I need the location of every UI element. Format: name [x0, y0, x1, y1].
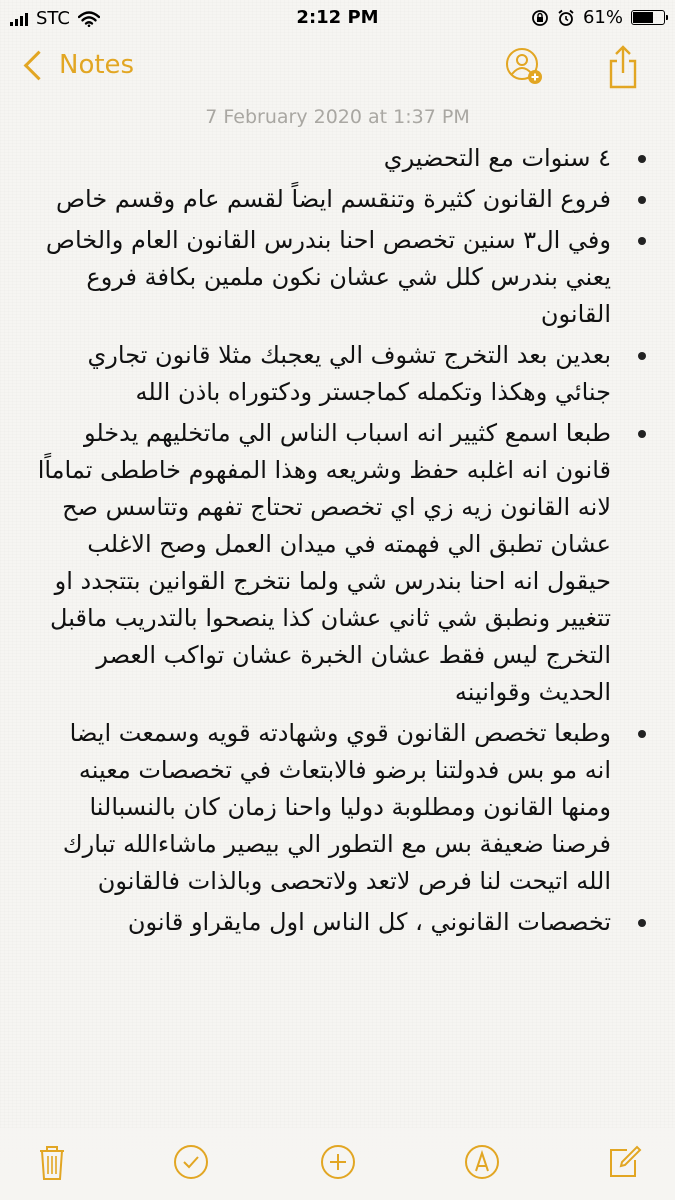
list-item: بعدين بعد التخرج تشوف الي يعجبك مثلا قانون تجاري جنائي وهكذا وتكمله كماجستر ودكتوراه باذن الله — [36, 337, 611, 411]
list-item: ٤ سنوات مع التحضيري — [36, 140, 611, 177]
status-bar — [0, 0, 675, 36]
clock: 2:12 PM — [296, 7, 379, 28]
battery-fill — [633, 12, 653, 23]
list-item: طبعا اسمع كثيير انه اسباب الناس الي ماتخليهم يدخلو قانون انه اغلبه حفظ وشريعه وهذا المفهوم خاططى تماماًا لانه القانون زيه زي اي تخصص تحتاج تفهم وتتاسس صح عشان تطبق الي فهمته في ميدان العمل وصح الاغلب حيقول انه احنا بندرس شي ولما نتخرج القوانين بتتجدد او تتغيير ونطبق شي ثاني عشان كذا ينصحوا بالتدريب ماقبل التخرج ليس فقط عشان الخبرة عشان تواكب العصر الحديث وقوانينه — [36, 415, 611, 711]
battery-icon — [631, 10, 665, 25]
carrier-label: STC — [36, 8, 70, 29]
note-date: 7 February 2020 at 1:37 PM — [205, 106, 470, 128]
compose-icon[interactable] — [605, 1142, 645, 1182]
rotation-lock-icon — [531, 9, 549, 27]
battery-percent: 61% — [582, 7, 623, 28]
markup-pen-icon[interactable] — [462, 1142, 502, 1182]
chevron-left-icon — [24, 50, 54, 80]
note-body[interactable] — [36, 140, 611, 945]
list-item: تخصصات القانوني ، كل الناس اول مايقراو قانون — [36, 904, 611, 941]
bottom-toolbar — [0, 1128, 675, 1200]
list-item: وطبعا تخصص القانون قوي وشهادته قويه وسمعت ايضا انه مو بس فدولتنا برضو فالابتعاث في تخصصات معينه ومنها القانون ومطلوبة دوليا واحنا زمان كان بالنسبالنا فرصنا ضعيفة بس مع التطور الي بيصير ماشاءالله تبارك الله اتيحت لنا فرص لاتعد ولاتحصى وبالذات فالقانون — [36, 715, 611, 900]
add-person-icon[interactable] — [504, 46, 544, 86]
trash-icon[interactable] — [32, 1142, 72, 1182]
navigation-bar — [0, 40, 675, 100]
list-item: فروع القانون كثيرة وتنقسم ايضاً لقسم عام وقسم خاص — [36, 181, 611, 218]
add-icon[interactable] — [318, 1142, 358, 1182]
checklist-icon[interactable] — [171, 1142, 211, 1182]
share-icon[interactable] — [606, 44, 640, 90]
back-button-label: Notes — [59, 50, 135, 80]
list-item: وفي ال٣ سنين تخصص احنا بندرس القانون العام والخاص يعني بندرس كلل شي عشان نكون ملمين بكافة فروع القانون — [36, 222, 611, 333]
alarm-icon — [557, 9, 575, 27]
back-button[interactable] — [22, 50, 134, 80]
status-right — [531, 7, 665, 28]
